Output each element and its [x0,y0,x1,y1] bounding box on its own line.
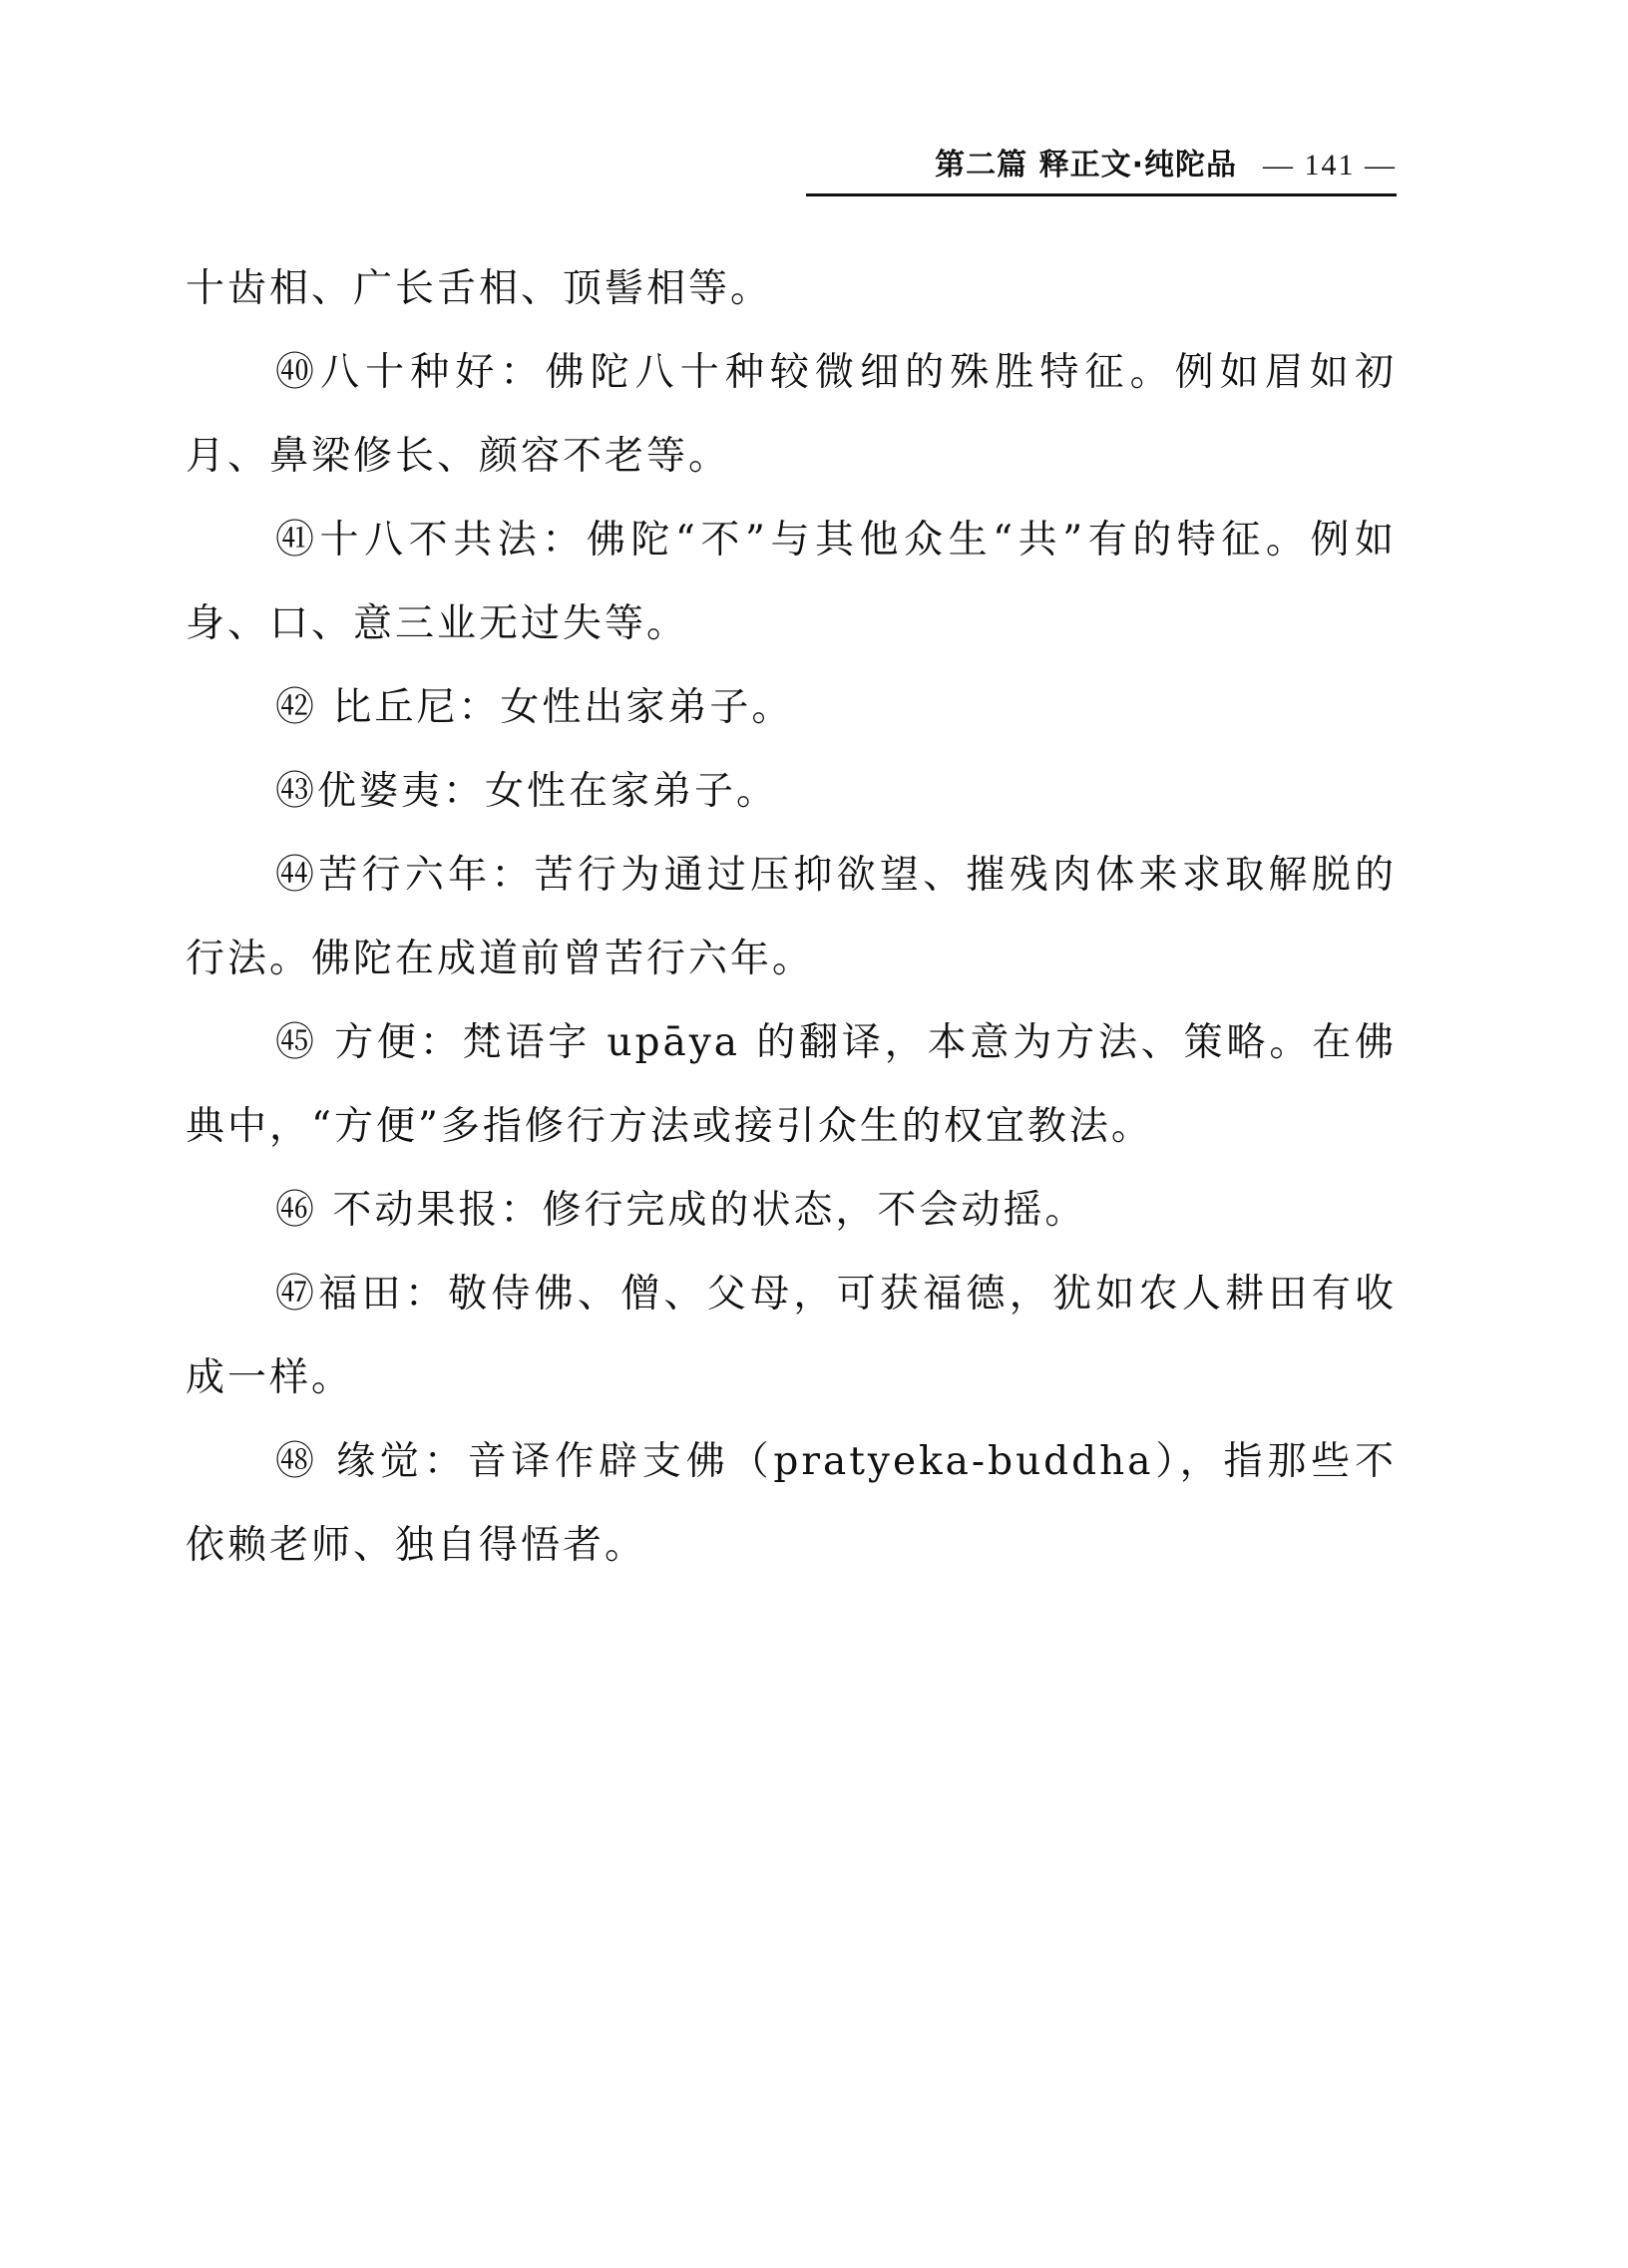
note-44: ㊹苦行六年：苦行为通过压抑欲望、摧残肉体来求取解脱的行法。佛陀在成道前曾苦行六年。 [186,853,1397,981]
continued-paragraph: 十齿相、广长舌相、顶髻相等。 [186,266,773,311]
note-47: ㊼福田：敬侍佛、僧、父母，可获福德，犹如农人耕田有收成一样。 [186,1272,1397,1400]
note-41: ㊶十八不共法：佛陀“不”与其他众生“共”有的特征。例如身、口、意三业无过失等。 [186,518,1397,646]
body-text [186,247,1397,1588]
note-42: ㊷ 比丘尼：女性出家弟子。 [275,685,794,730]
chapter-title: 第二篇 释正文·纯陀品 [935,148,1237,183]
running-header [806,140,1397,191]
note-40: ㊵八十种好：佛陀八十种较微细的殊胜特征。例如眉如初月、鼻梁修长、颜容不老等。 [186,350,1397,479]
note-43: ㊸优婆夷：女性在家弟子。 [275,769,779,814]
header-rule [806,193,1397,196]
page-number: — 141 — [1263,149,1397,182]
note-48: ㊽ 缘觉：音译作辟支佛（pratyeka-buddha），指那些不依赖老师、独自得悟者。 [186,1439,1397,1568]
note-46: ㊻ 不动果报：修行完成的状态，不会动摇。 [275,1188,1087,1233]
note-45: ㊺ 方便：梵语字 upāya 的翻译，本意为方法、策略。在佛典中，“方便”多指修行方法或接引众生的权宜教法。 [186,1020,1397,1149]
